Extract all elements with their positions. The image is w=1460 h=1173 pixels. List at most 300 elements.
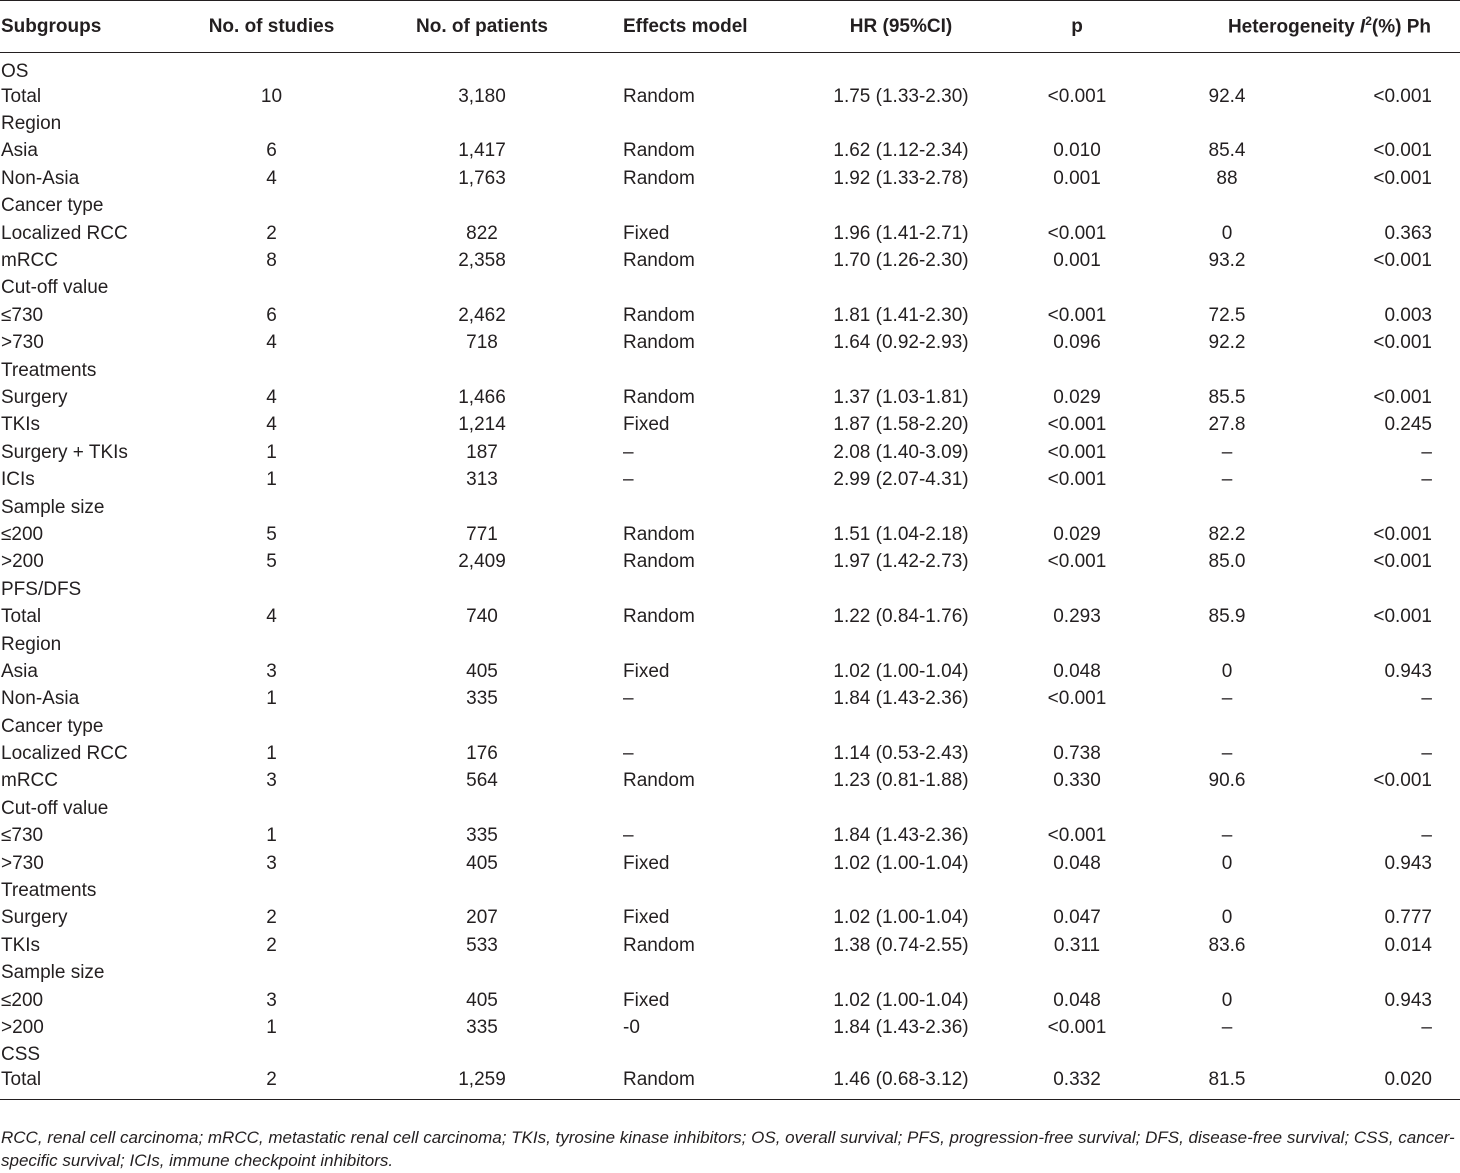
cell-ph: [1326, 1042, 1460, 1069]
cell-ph: 0.020: [1384, 1069, 1432, 1091]
cell-heterogeneity-i2: [1128, 795, 1326, 822]
cell-effects-model: [596, 576, 776, 603]
cell-p-value: [1026, 494, 1128, 521]
cell-p-value: 0.330: [1053, 770, 1101, 792]
table-row: [0, 1069, 1460, 1100]
cell-hr: 1.02 (1.00-1.04): [833, 660, 969, 682]
cell-ph: <0.001: [1373, 523, 1432, 545]
cell-patients: 405: [466, 852, 498, 874]
cell-p-value: [1026, 357, 1128, 384]
cell-effects-model: [596, 877, 776, 904]
cell-heterogeneity-i2: 82.2: [1208, 523, 1246, 545]
cell-ph: [1326, 576, 1460, 603]
cell-effects-model: [596, 275, 776, 302]
cell-subgroup: >730: [1, 852, 44, 874]
cell-p-value: [1026, 53, 1128, 84]
cell-ph: 0.777: [1384, 907, 1432, 929]
cell-ph: [1326, 795, 1460, 822]
cell-effects-model: Random: [623, 332, 695, 354]
cell-subgroup: Cut-off value: [1, 797, 109, 819]
cell-studies: 4: [266, 606, 277, 628]
cell-subgroup: Non-Asia: [1, 688, 80, 710]
cell-effects-model: [596, 357, 776, 384]
cell-patients: 1,466: [458, 386, 506, 408]
cell-p-value: [1026, 576, 1128, 603]
table-section-row: [0, 275, 1460, 302]
cell-subgroup: CSS: [1, 1044, 41, 1066]
cell-hr: 1.22 (0.84-1.76): [833, 606, 969, 628]
table-row: [0, 412, 1460, 439]
cell-effects-model: Random: [623, 1069, 695, 1091]
cell-studies: 6: [266, 140, 277, 162]
cell-effects-model: –: [623, 688, 634, 710]
cell-p-value: [1026, 795, 1128, 822]
cell-subgroup: Sample size: [1, 962, 105, 984]
cell-hr: [776, 275, 1026, 302]
cell-heterogeneity-i2: 27.8: [1208, 414, 1246, 436]
cell-heterogeneity-i2: –: [1221, 469, 1233, 491]
cell-studies: [175, 960, 368, 987]
cell-heterogeneity-i2: 92.4: [1208, 85, 1246, 107]
cell-p-value: 0.029: [1053, 523, 1101, 545]
table-row: [0, 905, 1460, 932]
table-row: [0, 165, 1460, 192]
cell-hr: 1.38 (0.74-2.55): [833, 934, 969, 956]
cell-patients: 1,417: [458, 140, 506, 162]
cell-effects-model: Fixed: [623, 989, 670, 1011]
header-subgroups: Subgroups: [1, 15, 102, 37]
cell-heterogeneity-i2: [1128, 713, 1326, 740]
cell-subgroup: >730: [1, 332, 44, 354]
cell-patients: [368, 1042, 596, 1069]
cell-effects-model: [596, 53, 776, 84]
cell-hr: [776, 960, 1026, 987]
cell-hr: 1.84 (1.43-2.36): [833, 688, 969, 710]
cell-studies: 5: [266, 551, 277, 573]
cell-studies: 2: [266, 907, 277, 929]
cell-heterogeneity-i2: 0: [1221, 989, 1233, 1011]
cell-ph: 0.003: [1384, 304, 1432, 326]
cell-hr: 1.02 (1.00-1.04): [833, 989, 969, 1011]
cell-p-value: <0.001: [1047, 1016, 1107, 1038]
table-section-row: [0, 877, 1460, 904]
table-row: [0, 466, 1460, 493]
cell-patients: 335: [466, 1016, 498, 1038]
cell-effects-model: Fixed: [623, 222, 670, 244]
cell-heterogeneity-i2: 0: [1221, 660, 1233, 682]
cell-hr: 1.92 (1.33-2.78): [833, 167, 969, 189]
cell-studies: [175, 877, 368, 904]
cell-effects-model: Random: [623, 250, 695, 272]
cell-studies: [175, 713, 368, 740]
cell-studies: [175, 275, 368, 302]
cell-heterogeneity-i2: 83.6: [1208, 934, 1246, 956]
cell-p-value: <0.001: [1047, 551, 1107, 573]
cell-p-value: 0.010: [1053, 140, 1101, 162]
cell-studies: 2: [266, 1069, 277, 1091]
cell-studies: [175, 110, 368, 137]
cell-p-value: 0.048: [1053, 989, 1101, 1011]
cell-patients: 822: [466, 222, 498, 244]
cell-patients: 740: [466, 606, 498, 628]
cell-studies: 10: [260, 85, 283, 107]
cell-subgroup: Total: [1, 606, 42, 628]
header-effects-model: Effects model: [623, 15, 748, 37]
cell-effects-model: Random: [623, 934, 695, 956]
table-row: [0, 740, 1460, 767]
table-row: [0, 330, 1460, 357]
cell-p-value: 0.096: [1053, 332, 1101, 354]
cell-heterogeneity-i2: 0: [1221, 222, 1233, 244]
cell-studies: 1: [266, 825, 277, 847]
cell-p-value: <0.001: [1047, 222, 1107, 244]
cell-ph: –: [1421, 688, 1432, 710]
cell-p-value: 0.293: [1053, 606, 1101, 628]
cell-hr: 2.08 (1.40-3.09): [833, 441, 969, 463]
cell-hr: 1.14 (0.53-2.43): [833, 743, 969, 765]
cell-p-value: 0.001: [1053, 167, 1101, 189]
cell-hr: 1.87 (1.58-2.20): [833, 414, 969, 436]
cell-patients: [368, 275, 596, 302]
cell-ph: [1326, 275, 1460, 302]
cell-patients: [368, 877, 596, 904]
cell-patients: 2,409: [458, 551, 506, 573]
cell-hr: [776, 53, 1026, 84]
cell-studies: 3: [266, 852, 277, 874]
cell-hr: [776, 877, 1026, 904]
cell-hr: [776, 576, 1026, 603]
cell-subgroup: TKIs: [1, 934, 41, 956]
table-section-row: [0, 110, 1460, 137]
cell-studies: [175, 53, 368, 84]
cell-patients: 335: [466, 825, 498, 847]
table-section-row: [0, 193, 1460, 220]
cell-subgroup: mRCC: [1, 770, 58, 792]
table-row: [0, 1014, 1460, 1041]
cell-patients: 533: [466, 934, 498, 956]
table-section-row: [0, 631, 1460, 658]
cell-subgroup: Asia: [1, 660, 38, 682]
cell-effects-model: [596, 795, 776, 822]
cell-effects-model: Random: [623, 140, 695, 162]
table-footnote: RCC, renal cell carcinoma; mRCC, metastatic renal cell carcinoma; TKIs, tyrosine kinase inhibitors; OS, overall survival; PFS, progression-free survival; DFS, disease-free survival; CSS, cancer-specific survival; ICIs, immune checkpoint inhibitors.: [1, 1128, 1455, 1170]
cell-patients: 335: [466, 688, 498, 710]
cell-heterogeneity-i2: –: [1221, 1016, 1233, 1038]
cell-patients: [368, 110, 596, 137]
header-patients: No. of patients: [416, 15, 548, 37]
cell-patients: 1,214: [458, 414, 506, 436]
cell-effects-model: Random: [623, 304, 695, 326]
cell-ph: [1326, 110, 1460, 137]
cell-patients: 207: [466, 907, 498, 929]
cell-effects-model: [596, 1042, 776, 1069]
cell-effects-model: [596, 713, 776, 740]
cell-subgroup: Treatments: [1, 359, 97, 381]
cell-patients: 176: [466, 743, 498, 765]
cell-hr: 1.46 (0.68-3.12): [833, 1069, 969, 1091]
cell-ph: –: [1421, 469, 1432, 491]
cell-p-value: [1026, 110, 1128, 137]
cell-subgroup: Total: [1, 1069, 42, 1091]
cell-p-value: 0.047: [1053, 907, 1101, 929]
cell-patients: [368, 795, 596, 822]
cell-heterogeneity-i2: [1128, 1042, 1326, 1069]
cell-ph: 0.943: [1384, 989, 1432, 1011]
cell-effects-model: [596, 494, 776, 521]
cell-heterogeneity-i2: 90.6: [1208, 770, 1246, 792]
table-row: [0, 521, 1460, 548]
cell-ph: [1326, 877, 1460, 904]
table-row: [0, 83, 1460, 110]
cell-subgroup: Cancer type: [1, 715, 104, 737]
cell-subgroup: ICIs: [1, 469, 35, 491]
cell-subgroup: mRCC: [1, 250, 58, 272]
cell-p-value: [1026, 193, 1128, 220]
table-row: [0, 603, 1460, 630]
cell-subgroup: TKIs: [1, 414, 41, 436]
cell-studies: 3: [266, 770, 277, 792]
cell-p-value: <0.001: [1047, 304, 1107, 326]
cell-ph: [1326, 53, 1460, 84]
cell-hr: [776, 494, 1026, 521]
cell-hr: 1.23 (0.81-1.88): [833, 770, 969, 792]
cell-heterogeneity-i2: 88: [1216, 167, 1238, 189]
cell-patients: 3,180: [458, 85, 506, 107]
cell-effects-model: [596, 960, 776, 987]
cell-studies: [175, 795, 368, 822]
cell-effects-model: Fixed: [623, 414, 670, 436]
table-header: [0, 1, 1460, 53]
cell-effects-model: Fixed: [623, 660, 670, 682]
table-section-row: [0, 53, 1460, 84]
header-het-sup: 2: [1365, 14, 1372, 29]
cell-subgroup: Surgery + TKIs: [1, 441, 128, 463]
header-studies: No. of studies: [208, 15, 335, 37]
cell-ph: <0.001: [1373, 85, 1432, 107]
cell-effects-model: Random: [623, 606, 695, 628]
cell-heterogeneity-i2: 85.9: [1208, 606, 1246, 628]
cell-heterogeneity-i2: 72.5: [1208, 304, 1246, 326]
cell-p-value: 0.311: [1053, 934, 1101, 956]
cell-ph: [1326, 713, 1460, 740]
cell-ph: –: [1421, 825, 1432, 847]
cell-effects-model: Fixed: [623, 852, 670, 874]
table-row: [0, 823, 1460, 850]
cell-studies: 5: [266, 523, 277, 545]
cell-heterogeneity-i2: –: [1221, 825, 1233, 847]
cell-ph: <0.001: [1373, 140, 1432, 162]
cell-studies: 4: [266, 414, 277, 436]
cell-effects-model: Random: [623, 523, 695, 545]
cell-studies: 6: [266, 304, 277, 326]
cell-patients: [368, 494, 596, 521]
cell-p-value: [1026, 960, 1128, 987]
table-section-row: [0, 357, 1460, 384]
cell-studies: 2: [266, 222, 277, 244]
cell-subgroup: Region: [1, 113, 62, 135]
cell-p-value: 0.332: [1053, 1069, 1101, 1091]
cell-effects-model: Fixed: [623, 907, 670, 929]
cell-studies: [175, 631, 368, 658]
cell-ph: 0.014: [1384, 934, 1432, 956]
cell-heterogeneity-i2: 85.5: [1208, 386, 1246, 408]
cell-patients: [368, 631, 596, 658]
cell-ph: [1326, 494, 1460, 521]
table-section-row: [0, 960, 1460, 987]
cell-ph: <0.001: [1373, 551, 1432, 573]
header-het-i: I: [1359, 16, 1366, 38]
cell-p-value: <0.001: [1047, 825, 1107, 847]
cell-patients: 313: [466, 469, 498, 491]
cell-p-value: [1026, 275, 1128, 302]
cell-studies: 1: [266, 1016, 277, 1038]
cell-subgroup: Asia: [1, 140, 38, 162]
table-row: [0, 549, 1460, 576]
cell-ph: –: [1421, 441, 1432, 463]
cell-patients: 187: [466, 441, 498, 463]
cell-effects-model: Random: [623, 167, 695, 189]
cell-patients: [368, 576, 596, 603]
cell-hr: 1.70 (1.26-2.30): [833, 250, 969, 272]
cell-hr: [776, 110, 1026, 137]
cell-heterogeneity-i2: [1128, 494, 1326, 521]
cell-hr: [776, 795, 1026, 822]
cell-heterogeneity-i2: [1128, 877, 1326, 904]
cell-subgroup: Non-Asia: [1, 167, 80, 189]
cell-subgroup: >200: [1, 551, 44, 573]
cell-p-value: <0.001: [1047, 441, 1107, 463]
cell-p-value: 0.001: [1053, 250, 1101, 272]
cell-studies: 2: [266, 934, 277, 956]
cell-effects-model: [596, 631, 776, 658]
cell-hr: 1.84 (1.43-2.36): [833, 825, 969, 847]
cell-hr: 1.84 (1.43-2.36): [833, 1016, 969, 1038]
cell-subgroup: Surgery: [1, 907, 68, 929]
cell-studies: 3: [266, 989, 277, 1011]
cell-ph: <0.001: [1373, 250, 1432, 272]
cell-patients: [368, 53, 596, 84]
cell-heterogeneity-i2: [1128, 110, 1326, 137]
cell-effects-model: Random: [623, 551, 695, 573]
header-hr: HR (95%CI): [849, 15, 953, 37]
cell-hr: 1.75 (1.33-2.30): [833, 85, 969, 107]
table-row: [0, 932, 1460, 959]
cell-subgroup: OS: [1, 61, 29, 82]
cell-p-value: 0.048: [1053, 852, 1101, 874]
table-section-row: [0, 494, 1460, 521]
cell-subgroup: Surgery: [1, 386, 68, 408]
cell-ph: [1326, 631, 1460, 658]
cell-effects-model: [596, 193, 776, 220]
cell-p-value: 0.738: [1053, 743, 1101, 765]
cell-p-value: [1026, 631, 1128, 658]
cell-hr: 1.02 (1.00-1.04): [833, 907, 969, 929]
cell-ph: 0.943: [1384, 852, 1432, 874]
cell-ph: <0.001: [1373, 167, 1432, 189]
cell-subgroup: Cut-off value: [1, 277, 109, 299]
cell-effects-model: –: [623, 743, 634, 765]
cell-patients: 564: [466, 770, 498, 792]
table-row: [0, 658, 1460, 685]
cell-ph: –: [1421, 1016, 1432, 1038]
table-row: [0, 384, 1460, 411]
cell-p-value: <0.001: [1047, 688, 1107, 710]
cell-heterogeneity-i2: –: [1221, 441, 1233, 463]
cell-subgroup: Region: [1, 633, 62, 655]
cell-heterogeneity-i2: [1128, 576, 1326, 603]
cell-studies: [175, 576, 368, 603]
cell-subgroup: Localized RCC: [1, 222, 128, 244]
header-p: p: [1071, 15, 1083, 37]
cell-effects-model: Random: [623, 386, 695, 408]
cell-effects-model: [596, 110, 776, 137]
cell-patients: [368, 713, 596, 740]
cell-ph: <0.001: [1373, 386, 1432, 408]
cell-heterogeneity-i2: 81.5: [1208, 1069, 1246, 1091]
cell-studies: 1: [266, 688, 277, 710]
table-section-row: [0, 795, 1460, 822]
cell-p-value: 0.029: [1053, 386, 1101, 408]
cell-studies: 3: [266, 660, 277, 682]
cell-effects-model: Random: [623, 85, 695, 107]
cell-hr: 1.97 (1.42-2.73): [833, 551, 969, 573]
cell-subgroup: Treatments: [1, 880, 97, 902]
cell-ph: [1326, 357, 1460, 384]
cell-heterogeneity-i2: 93.2: [1208, 250, 1246, 272]
header-het-prefix: Heterogeneity: [1227, 16, 1360, 38]
cell-subgroup: Sample size: [1, 496, 105, 518]
cell-patients: 405: [466, 660, 498, 682]
cell-hr: 1.64 (0.92-2.93): [833, 332, 969, 354]
header-row: [0, 1, 1460, 53]
table-row: [0, 987, 1460, 1014]
cell-ph: 0.943: [1384, 660, 1432, 682]
cell-subgroup: Localized RCC: [1, 743, 128, 765]
table-body: [0, 53, 1460, 1100]
cell-hr: 2.99 (2.07-4.31): [833, 469, 969, 491]
cell-heterogeneity-i2: –: [1221, 743, 1233, 765]
cell-p-value: <0.001: [1047, 414, 1107, 436]
cell-studies: 4: [266, 167, 277, 189]
cell-hr: 1.81 (1.41-2.30): [833, 304, 969, 326]
cell-subgroup: ≤730: [1, 825, 44, 847]
cell-studies: 4: [266, 386, 277, 408]
cell-heterogeneity-i2: 85.4: [1208, 140, 1246, 162]
cell-ph: 0.245: [1384, 414, 1432, 436]
cell-hr: 1.37 (1.03-1.81): [833, 386, 969, 408]
cell-effects-model: –: [623, 469, 634, 491]
table-section-row: [0, 576, 1460, 603]
cell-ph: [1326, 193, 1460, 220]
cell-heterogeneity-i2: 85.0: [1208, 551, 1246, 573]
cell-heterogeneity-i2: [1128, 275, 1326, 302]
table-row: [0, 768, 1460, 795]
table-section-row: [0, 1042, 1460, 1069]
header-heterogeneity: [1128, 1, 1460, 53]
cell-subgroup: Cancer type: [1, 195, 104, 217]
cell-studies: [175, 1042, 368, 1069]
cell-p-value: [1026, 1042, 1128, 1069]
cell-patients: [368, 960, 596, 987]
cell-hr: [776, 357, 1026, 384]
cell-hr: [776, 631, 1026, 658]
cell-hr: 1.02 (1.00-1.04): [833, 852, 969, 874]
cell-studies: [175, 357, 368, 384]
cell-patients: 718: [466, 332, 498, 354]
cell-p-value: [1026, 877, 1128, 904]
cell-heterogeneity-i2: [1128, 960, 1326, 987]
cell-patients: 2,462: [458, 304, 506, 326]
